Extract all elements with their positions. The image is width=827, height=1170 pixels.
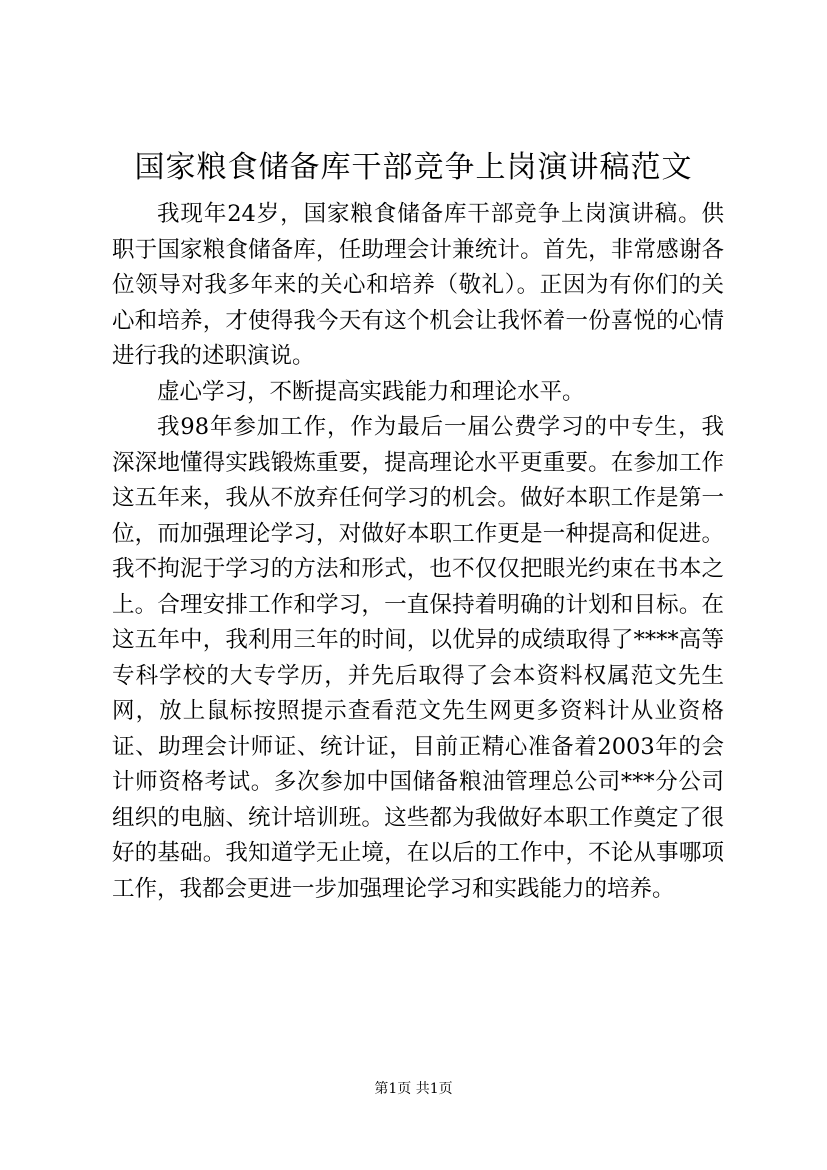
page-footer: 第1页 共1页 [374,1081,453,1097]
document-body [112,197,724,907]
paragraph-intro: 我现年24岁，国家粮食储备库干部竞争上岗演讲稿。供职于国家粮食储备库，任助理会计兼统计。首先，非常感谢各位领导对我多年来的关心和培养（敬礼）。正因为有你们的关心和培养，才使得我今天有这个机会让我怀着一份喜悦的心情进行我的述职演说。 [112,201,724,369]
document-title: 国家粮食储备库干部竞争上岗演讲稿范文 [134,150,693,185]
paragraph-main: 我98年参加工作，作为最后一届公费学习的中专生，我深深地懂得实践锻炼重要，提高理论水平更重要。在参加工作这五年来，我从不放弃任何学习的机会。做好本职工作是第一位，而加强理论学习，对做好本职工作更是一种提高和促进。我不拘泥于学习的方法和形式，也不仅仅把眼光约束在书本之上。合理安排工作和学习，一直保持着明确的计划和目标。在这五年中，我利用三年的时间，以优异的成绩取得了****高等专科学校的大专学历，并先后取得了会本资料权属范文先生网，放上鼠标按照提示查看范文先生网更多资料计从业资格证、助理会计师证、统计证，目前正精心准备着2003年的会计师资格考试。多次参加中国储备粮油管理总公司***分公司组织的电脑、统计培训班。这些都为我做好本职工作奠定了很好的基础。我知道学无止境，在以后的工作中，不论从事哪项工作，我都会更进一步加强理论学习和实践能力的培养。 [112,414,724,902]
paragraph-heading: 虚心学习，不断提高实践能力和理论水平。 [157,378,585,405]
